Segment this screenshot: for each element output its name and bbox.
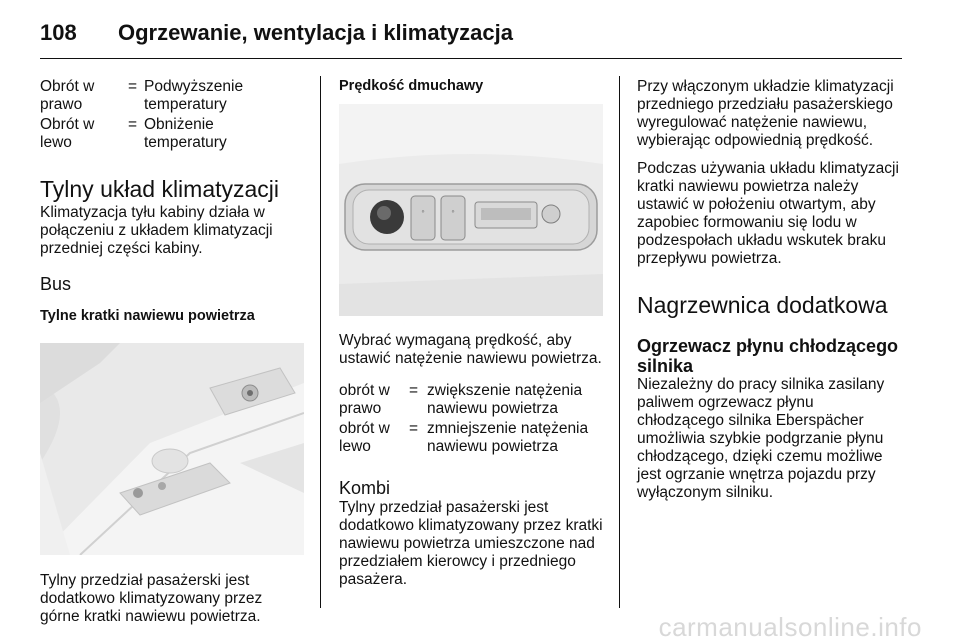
rear-vents-caption: Tylny przedział pasażerski jest dodatkowo klimatyzowany przez górne kratki nawiewu powietrza. (40, 572, 263, 625)
knob-direction: Obrót w prawo (40, 78, 95, 113)
subsubsection-rear-vents: Tylne kratki nawiewu powietrza (40, 308, 255, 324)
rear-vents-drawing (40, 343, 304, 555)
subsection-kombi: Kombi (339, 478, 391, 498)
page-header (40, 14, 900, 54)
equals-sign: = (128, 78, 138, 95)
blower-speed-text: Wybrać wymaganą prędkość, aby ustawić natężenie nawiewu powietrza. (339, 332, 602, 367)
temperature-knob-table (40, 78, 304, 154)
table-row (40, 116, 304, 154)
section-title-aux-heater: Nagrzewnica dodatkowa (637, 292, 888, 318)
column-divider-1 (320, 76, 321, 608)
knob-effect: zwiększenie natężenia nawiewu powietrza (427, 382, 583, 417)
section-title-rear-ac: Tylny układ klimatyzacji (40, 176, 280, 202)
front-ac-paragraph: Przy włączonym układzie klimatyzacji przedniego przedziału pasażerskiego wyregulować natężenie nawiewu, wybierając odpowiednią prędkość. (637, 78, 894, 149)
equals-sign: = (409, 382, 419, 399)
blower-panel-drawing (339, 104, 603, 316)
svg-text:◦: ◦ (451, 206, 455, 216)
subsection-coolant-heater: Ogrzewacz płynu chłodzącego silnika (637, 336, 899, 376)
knob-direction: obrót w lewo (339, 420, 390, 455)
rear-vents-illustration (40, 343, 304, 555)
column-1 (40, 78, 304, 626)
table-row (40, 78, 304, 116)
knob-direction: Obrót w lewo (40, 116, 95, 151)
page-number: 108 (40, 20, 77, 45)
equals-sign: = (128, 116, 138, 133)
subsection-bus: Bus (40, 274, 72, 294)
knob-effect: Obniżenie temperatury (144, 116, 227, 151)
knob-direction: obrót w prawo (339, 382, 390, 417)
column-3 (637, 78, 903, 502)
watermark: carmanualsonline.info (658, 612, 922, 642)
column-2 (339, 78, 603, 589)
heading-blower-speed: Prędkość dmuchawy (339, 78, 484, 94)
blower-control-illustration (339, 104, 603, 316)
header-divider (40, 58, 902, 59)
svg-text:◦: ◦ (421, 206, 425, 216)
column-divider-2 (619, 76, 620, 608)
knob-effect: Podwyższenie temperatury (144, 78, 244, 113)
blower-knob-table (339, 382, 603, 458)
equals-sign: = (409, 420, 419, 437)
page-title: Ogrzewanie, wentylacja i klimatyzacja (118, 20, 513, 45)
kombi-text: Tylny przedział pasażerski jest dodatkowo klimatyzowany przez kratki nawiewu powietrza umieszczone nad przedziałem kierowcy i przedniego pasażera. (339, 499, 603, 588)
vents-open-paragraph: Podczas używania układu klimatyzacji kratki nawiewu powietrza należy ustawić w położeniu otwartym, aby zapobiec formowaniu się lodu w podzespołach układu wskutek braku przepływu powietrza. (637, 160, 899, 267)
knob-effect: zmniejszenie natężenia nawiewu powietrza (427, 420, 589, 455)
table-row (339, 382, 603, 420)
table-row (339, 420, 603, 458)
rear-ac-intro: Klimatyzacja tyłu kabiny działa w połączeniu z układem klimatyzacji przedniej części kabiny. (40, 204, 273, 257)
coolant-heater-paragraph: Niezależny do pracy silnika zasilany paliwem ogrzewacz płynu chłodzącego silnika Eberspächer umożliwia szybkie podgrzanie płynu chłodzącego, dzięki czemu możliwe jest ogrzanie wnętrza pojazdu przy wyłączonym silniku. (637, 376, 885, 501)
